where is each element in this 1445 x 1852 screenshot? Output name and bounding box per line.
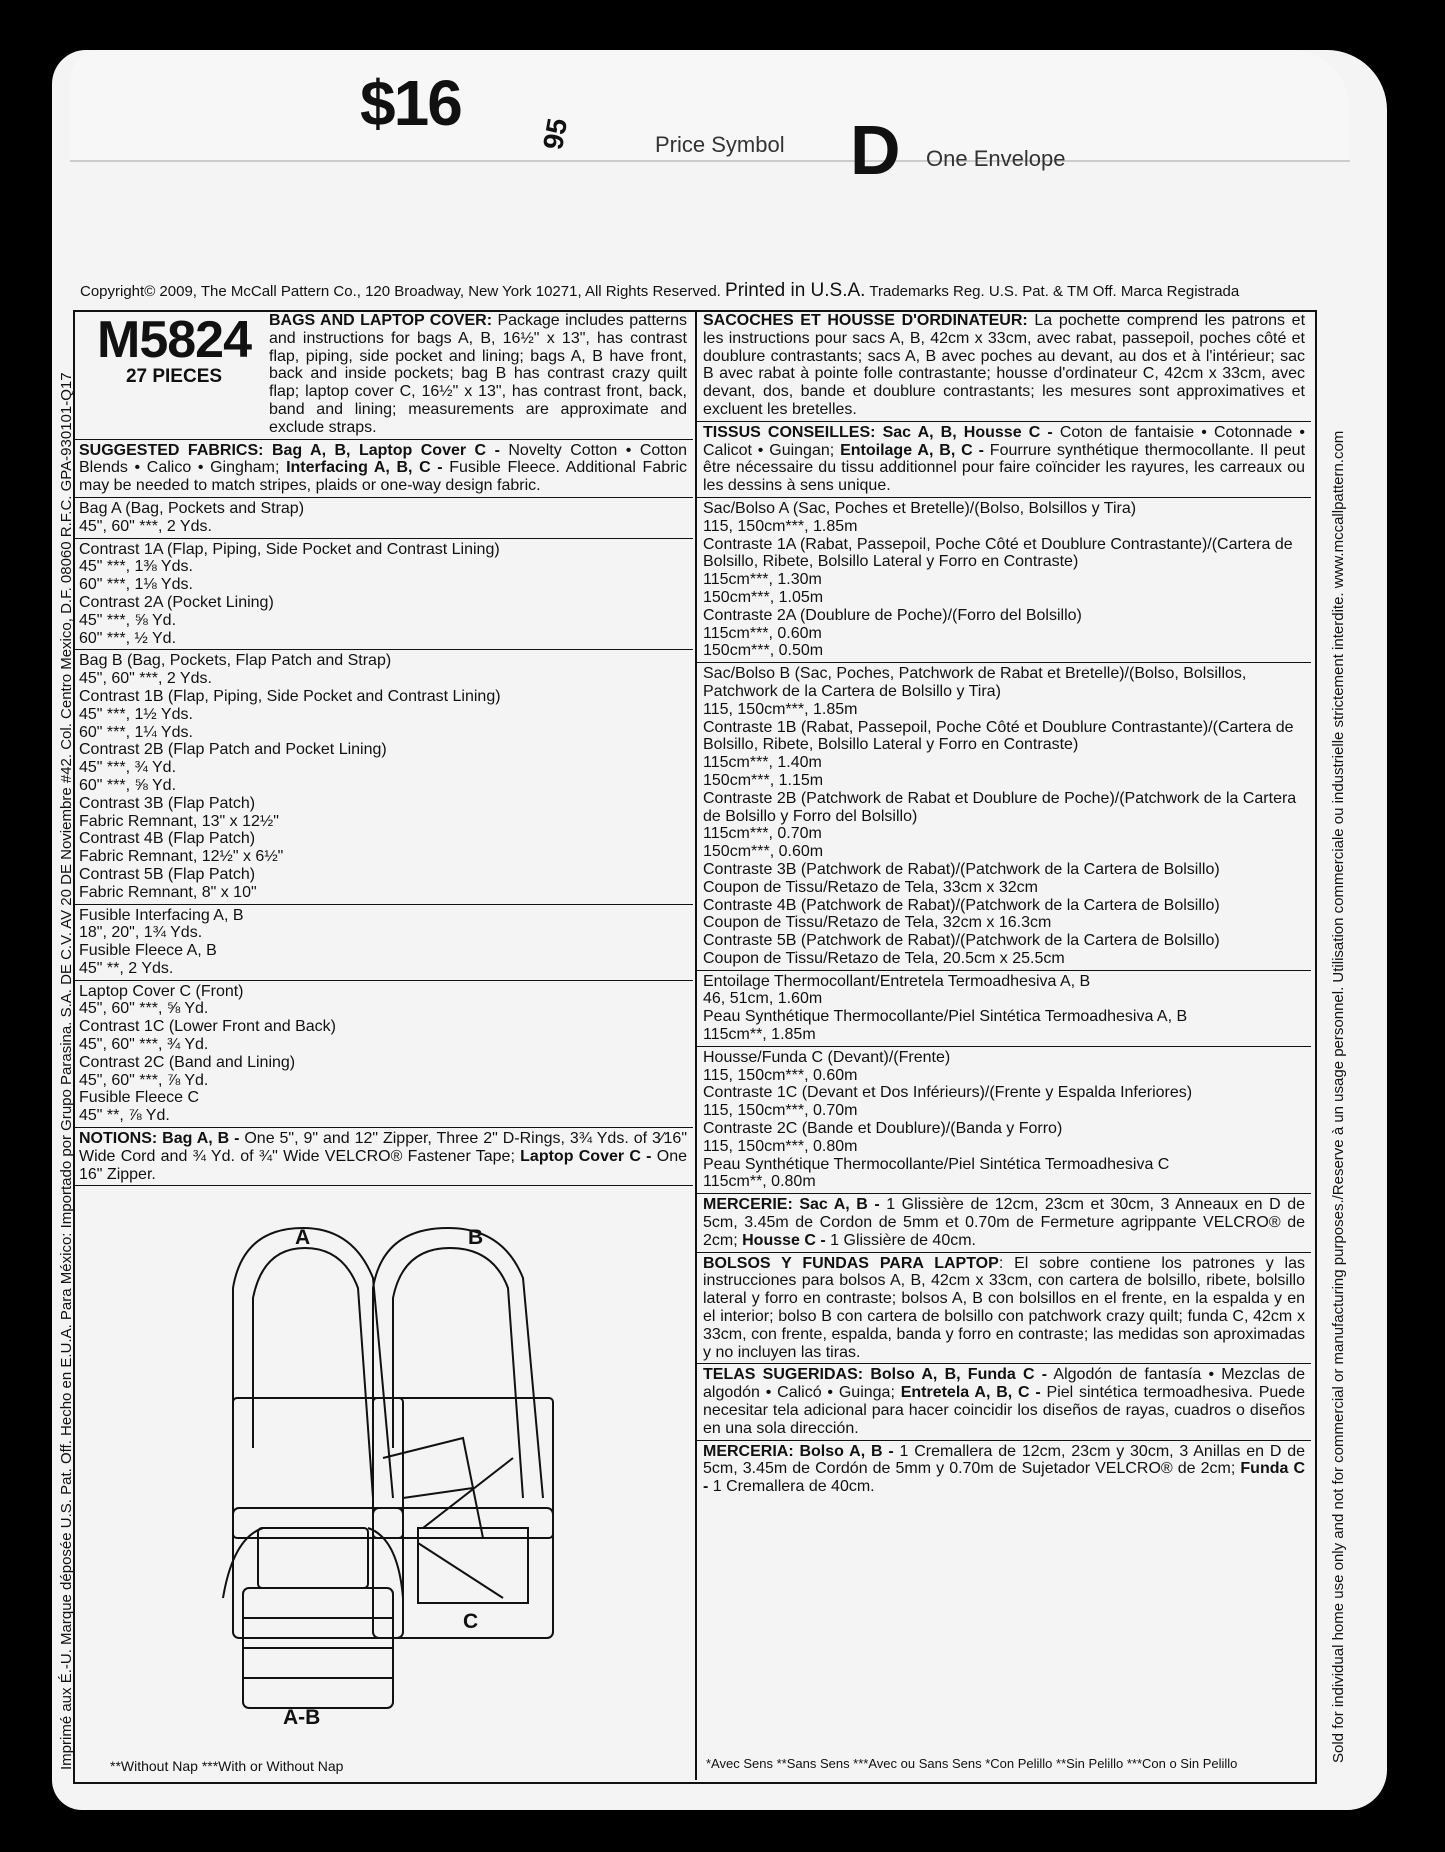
price-symbol-label: Price Symbol bbox=[655, 132, 785, 157]
mercerie-housse: Housse C - bbox=[742, 1231, 826, 1249]
yardage-line: Bag B (Bag, Pockets, Flap Patch and Strap) bbox=[79, 652, 392, 670]
metrage-line: Sac/Bolso B (Sac, Poches, Patchwork de Rabat et Bretelle)/(Bolso, Bolsillos, Patchwork de la Cartera de Bolsillo y Tira) bbox=[703, 665, 1247, 700]
notions bbox=[73, 1128, 693, 1186]
merceria-text2: 1 Cremallera de 40cm. bbox=[712, 1478, 875, 1496]
merceria-funda: Funda C - bbox=[703, 1460, 1305, 1496]
metrage-line: Contraste 2A (Doublure de Poche)/(Forro del Bolsillo) bbox=[703, 606, 1082, 624]
yardage-line: 18", 20", 1¾ Yds. bbox=[79, 924, 203, 942]
laptop-yardage bbox=[73, 981, 693, 1128]
es-desc-text: : El sobre contiene los patrones y las instrucciones para bolsos A, B, 42cm x 33cm, con cartera de bolsillo, ribete, bolsillo lateral y forro en contraste; bolsos A, B con bolsillos en el frente, en la espalda y en el interior; bolso B con cartera de bolsillo con patchwork crazy quilt; funda C, 42cm x 33cm, con frente, espalda, banda y forro en contraste; las medidas son aproximadas y no incluyen las tiras. bbox=[703, 1254, 1305, 1361]
bag-a-yardage bbox=[73, 498, 693, 539]
pattern-title: BAGS AND LAPTOP COVER: bbox=[269, 312, 493, 329]
metrage-line: Sac/Bolso A (Sac, Poches et Bretelle)/(Bolso, Bolsillos y Tira) bbox=[703, 499, 1137, 517]
entoilage-metrage bbox=[697, 971, 1311, 1047]
housse-metrage bbox=[697, 1047, 1311, 1194]
metrage-line: Contraste 4B (Patchwork de Rabat)/(Patchwork de la Cartera de Bolsillo) bbox=[703, 896, 1220, 914]
metrage-line: 115cm**, 0.80m bbox=[703, 1173, 816, 1191]
yardage-line: Contrast 1B (Flap, Piping, Side Pocket and Contrast Lining) bbox=[79, 687, 501, 705]
metrage-line: 115, 150cm***, 0.80m bbox=[703, 1137, 858, 1155]
merceria-text: 1 Cremallera de 12cm, 23cm y 30cm, 3 Anillas en D de 5cm, 3.45m de Cordón de 5mm y 0.70m de Sujetador VELCRO® de 2cm; bbox=[703, 1442, 1305, 1478]
mercerie bbox=[697, 1194, 1311, 1252]
yardage-line: Contrast 2B (Flap Patch and Pocket Lining) bbox=[79, 741, 387, 759]
illustrations bbox=[73, 1198, 695, 1758]
yardage-line: Laptop Cover C (Front) bbox=[79, 982, 244, 1000]
metrage-line: 115cm***, 0.60m bbox=[703, 624, 822, 642]
price: $16 bbox=[360, 67, 461, 139]
yardage-line: Contrast 1C (Lower Front and Back) bbox=[79, 1018, 336, 1036]
notions-text: One 5", 9" and 12" Zipper, Three 2" D-Rings, 3¾ Yds. of 3⁄16" Wide Cord and ¾ Yd. of ¾" Wide VELCRO® Fastener Tape; bbox=[79, 1130, 687, 1165]
metrage-line: Coupon de Tissu/Retazo de Tela, 20.5cm x 25.5cm bbox=[703, 949, 1065, 967]
yardage-line: Fabric Remnant, 8" x 10" bbox=[79, 883, 257, 901]
yardage-line: 45" ***, ¾ Yd. bbox=[79, 759, 177, 777]
mercerie-title: MERCERIE: Sac A, B - bbox=[703, 1196, 880, 1214]
metrage-line: Housse/Funda C (Devant)/(Frente) bbox=[703, 1048, 951, 1066]
tissus-title: TISSUS CONSEILLES: Sac A, B, Housse C - bbox=[703, 423, 1053, 441]
copyright-text: Copyright© 2009, The McCall Pattern Co., 120 Broadway, New York 10271, All Rights Reserved. bbox=[80, 283, 721, 300]
envelope-letter: D bbox=[850, 111, 901, 189]
metrage-line: Coupon de Tissu/Retazo de Tela, 33cm x 32cm bbox=[703, 878, 1038, 896]
english-column bbox=[73, 310, 693, 1186]
yardage-line: Fabric Remnant, 13" x 12½" bbox=[79, 812, 279, 830]
one-envelope-label: One Envelope bbox=[926, 146, 1066, 171]
suggested-fabrics bbox=[73, 440, 693, 498]
mercerie-text: 1 Glissière de 12cm, 23cm et 30cm, 3 Anneaux en D de 5cm, 3.45m de Cordon de 5mm et 0.70m de Fermeture agrippante VELCRO® de 2cm; bbox=[703, 1196, 1305, 1249]
tissus-text2: Fourrure synthétique thermocollante. Il peut être nécessaire du tissu additionnel pour faire coïncider les rayures, les carreaux ou les dessins à sens unique. bbox=[703, 441, 1306, 495]
yardage-line: Bag A (Bag, Pockets and Strap) bbox=[79, 499, 305, 517]
metrage-line: Contraste 5B (Patchwork de Rabat)/(Patchwork de la Cartera de Bolsillo) bbox=[703, 932, 1220, 950]
fr-desc-text: La pochette comprend les patrons et les instructions pour sacs A, B, 42cm x 33cm, avec rabat, passepoil, poches côté et doublure contrastants; sacs A, B avec poches au devant, au dos et à l'intérieur; sac B avec rabat à pointe folle contrastante; housse d'ordinateur C, 42cm x 33cm, avec devant, dos, bande et doublure contrastants; les mesures sont approximatives et excluent les bretelles. bbox=[703, 312, 1306, 418]
nap-footnote-fr-es: *Avec Sens **Sans Sens ***Avec ou Sans Sens *Con Pelillo **Sin Pelillo ***Con o Sin Pelillo bbox=[706, 1756, 1238, 1771]
bag-line-drawings-lower bbox=[73, 1198, 695, 1758]
yardage-line: 45" ***, ⅝ Yd. bbox=[79, 611, 177, 629]
yardage-line: 45", 60" ***, ⅞ Yd. bbox=[79, 1071, 209, 1089]
metrage-line: Contraste 1C (Devant et Dos Inférieurs)/(Frente y Espalda Inferiores) bbox=[703, 1084, 1193, 1102]
mercerie-text2: 1 Glissière de 40cm. bbox=[830, 1231, 976, 1249]
es-description bbox=[697, 1253, 1311, 1365]
telas-sugeridas bbox=[697, 1364, 1311, 1440]
nap-footnote-en: **Without Nap ***With or Without Nap bbox=[110, 1758, 344, 1774]
pattern-code-block bbox=[79, 312, 269, 437]
yardage-line: 45", 60" ***, ⅝ Yd. bbox=[79, 1000, 209, 1018]
es-title: BOLSOS Y FUNDAS PARA LAPTOP bbox=[703, 1254, 999, 1272]
side-usage-text: Sold for individual home use only and not for commercial or manufacturing purposes./Reserve à un usage personnel. Utilisation commerciale ou industrielle strictement interdite. www.mccallpattern.com bbox=[1330, 430, 1347, 1763]
yardage-line: 45" ***, 1⅜ Yds. bbox=[79, 558, 193, 576]
tissus-entoilage: Entoilage A, B, C - bbox=[840, 441, 984, 459]
yardage-line: 45" ***, 1½ Yds. bbox=[79, 705, 193, 723]
metrage-line: Contraste 1B (Rabat, Passepoil, Poche Côté et Doublure Contrastante)/(Cartera de Bolsillo, Ribete, Bolsillo Lateral y Forro en Contraste) bbox=[703, 718, 1294, 754]
pattern-desc-text: Package includes patterns and instructions for bags A, B, 16½" x 13", has contrast flap, piping, side pocket and lining; bags A, B have front, back and inside pockets; bag B has contrast crazy quilt flap; laptop cover C, 16½" x 13", has contrast front, back, band and lining; measurements are approximate and exclude straps. bbox=[269, 312, 688, 436]
metrage-line: 150cm***, 1.15m bbox=[703, 771, 824, 789]
metrage-line: Contraste 1A (Rabat, Passepoil, Poche Côté et Doublure Contrastante)/(Cartera de Bolsillo, Ribete, Bolsillo Lateral y Forro en Contraste) bbox=[703, 535, 1293, 571]
yardage-line: Contrast 4B (Flap Patch) bbox=[79, 830, 256, 848]
tissus-text: Coton de fantaisie • Cotonnade • Calicot • Guingan; bbox=[703, 423, 1305, 459]
yardage-line: 60" ***, 1⅛ Yds. bbox=[79, 576, 193, 594]
pattern-number: M5824 bbox=[97, 311, 251, 369]
telas-text: Algodón de fantasía • Mezclas de algodón • Calicó • Guinga; bbox=[703, 1366, 1305, 1402]
metrage-line: 115, 150cm***, 1.85m bbox=[703, 517, 858, 535]
telas-text2: Piel sintética termoadhesiva. Puede necesitar tela adicional para hacer coincidir los diseños de rayas, cuadros o diseños en una sola dirección. bbox=[703, 1384, 1305, 1437]
metrage-line: 115cm**, 1.85m bbox=[703, 1026, 816, 1044]
fabrics-interfacing: Interfacing A, B, C - bbox=[286, 459, 443, 477]
metrage-line: 115cm***, 0.70m bbox=[703, 825, 822, 843]
price-old: 95 bbox=[537, 115, 574, 152]
metrage-line: 115, 150cm***, 0.60m bbox=[703, 1066, 858, 1084]
metrage-line: Contraste 3B (Patchwork de Rabat)/(Patchwork de la Cartera de Bolsillo) bbox=[703, 860, 1220, 878]
yardage-line: 45", 60" ***, 2 Yds. bbox=[79, 670, 212, 688]
yardage-line: Fabric Remnant, 12½" x 6½" bbox=[79, 848, 284, 866]
yardage-line: Contrast 1A (Flap, Piping, Side Pocket and Contrast Lining) bbox=[79, 540, 500, 558]
tissus-conseilles bbox=[697, 422, 1311, 498]
notions-text2: One 16" Zipper. bbox=[79, 1147, 688, 1183]
metrage-line: 46, 51cm, 1.60m bbox=[703, 990, 823, 1008]
fabrics-text2: Fusible Fleece. Additional Fabric may be needed to match stripes, plaids or one-way design fabric. bbox=[79, 459, 687, 495]
yardage-line: 45" **, 2 Yds. bbox=[79, 959, 174, 977]
metrage-line: Entoilage Thermocollant/Entretela Termoadhesiva A, B bbox=[703, 972, 1091, 990]
fr-description bbox=[697, 310, 1311, 422]
telas-title: TELAS SUGERIDAS: Bolso A, B, Funda C - bbox=[703, 1366, 1048, 1384]
metrage-line: 150cm***, 0.50m bbox=[703, 642, 824, 660]
fabrics-title: SUGGESTED FABRICS: Bag A, B, Laptop Cover C - bbox=[79, 441, 500, 459]
bag-b-yardage bbox=[73, 650, 693, 904]
pieces-count: 27 PIECES bbox=[125, 366, 223, 387]
metrage-line: Contraste 2C (Bande et Doublure)/(Banda y Forro) bbox=[703, 1120, 1063, 1138]
fr-title: SACOCHES ET HOUSSE D'ORDINATEUR: bbox=[703, 312, 1028, 329]
sac-b-metrage bbox=[697, 663, 1311, 971]
pattern-description bbox=[269, 312, 687, 437]
metrage-line: 150cm***, 0.60m bbox=[703, 843, 824, 861]
telas-entretela: Entretela A, B, C - bbox=[900, 1384, 1041, 1402]
yardage-line: Contrast 2A (Pocket Lining) bbox=[79, 593, 274, 611]
yardage-line: 45", 60" ***, 2 Yds. bbox=[79, 517, 212, 535]
fusible-yardage bbox=[73, 905, 693, 981]
label-a: A bbox=[295, 1226, 311, 1249]
copyright-line bbox=[80, 280, 1239, 302]
pattern-header bbox=[73, 310, 693, 440]
metrage-line: Contraste 2B (Patchwork de Rabat et Doublure de Poche)/(Patchwork de la Cartera de Bolsillo y Forro del Bolsillo) bbox=[703, 789, 1297, 825]
yardage-line: Fusible Fleece A, B bbox=[79, 942, 217, 960]
label-b: B bbox=[468, 1226, 484, 1249]
metrage-line: Coupon de Tissu/Retazo de Tela, 32cm x 16.3cm bbox=[703, 914, 1052, 932]
french-spanish-column bbox=[697, 310, 1311, 1498]
printed-in: Printed in U.S.A. bbox=[725, 280, 866, 301]
metrage-line: 115, 150cm***, 1.85m bbox=[703, 700, 858, 718]
notions-title: NOTIONS: Bag A, B - bbox=[79, 1130, 240, 1148]
yardage-line: 60" ***, 1¼ Yds. bbox=[79, 723, 193, 741]
side-import-text: Imprimé aux É.-U. Marque déposée U.S. Pat. Off. Hecho en E.U.A. Para México: Importado por Grupo Parasina. S.A. DE C.V. AV 20 DE Noviembre #42. Col. Centro Mexico, D.F. 08060 R.F.C. GPA-930101-Q17 bbox=[58, 372, 75, 1770]
label-c: C bbox=[463, 1610, 479, 1633]
metrage-line: 150cm***, 1.05m bbox=[703, 588, 824, 606]
yardage-line: Contrast 2C (Band and Lining) bbox=[79, 1053, 296, 1071]
yardage-line: Fusible Fleece C bbox=[79, 1089, 200, 1107]
metrage-line: 115cm***, 1.30m bbox=[703, 571, 822, 589]
metrage-line: 115, 150cm***, 0.70m bbox=[703, 1102, 858, 1120]
contrast-a-yardage bbox=[73, 539, 693, 651]
yardage-line: Contrast 5B (Flap Patch) bbox=[79, 865, 256, 883]
label-ab: A-B bbox=[283, 1706, 321, 1729]
yardage-line: 45" **, ⅞ Yd. bbox=[79, 1107, 170, 1125]
fabrics-text: Novelty Cotton • Cotton Blends • Calico • Gingham; bbox=[79, 441, 687, 477]
sac-a-metrage bbox=[697, 498, 1311, 663]
metrage-line: Peau Synthétique Thermocollante/Piel Sintética Termoadhesiva A, B bbox=[703, 1008, 1188, 1026]
yardage-line: 45", 60" ***, ¾ Yd. bbox=[79, 1036, 209, 1054]
metrage-line: 115cm***, 1.40m bbox=[703, 754, 822, 772]
metrage-line: Peau Synthétique Thermocollante/Piel Sintética Termoadhesiva C bbox=[703, 1155, 1170, 1173]
notions-laptop: Laptop Cover C - bbox=[520, 1147, 652, 1165]
merceria bbox=[697, 1441, 1311, 1498]
trademark-text: Trademarks Reg. U.S. Pat. & TM Off. Marca Registrada bbox=[869, 283, 1240, 300]
yardage-line: 60" ***, ½ Yd. bbox=[79, 629, 177, 647]
merceria-title: MERCERIA: Bolso A, B - bbox=[703, 1442, 894, 1460]
yardage-line: Contrast 3B (Flap Patch) bbox=[79, 794, 256, 812]
yardage-line: Fusible Interfacing A, B bbox=[79, 906, 244, 924]
yardage-line: 60" ***, ⅝ Yd. bbox=[79, 776, 177, 794]
